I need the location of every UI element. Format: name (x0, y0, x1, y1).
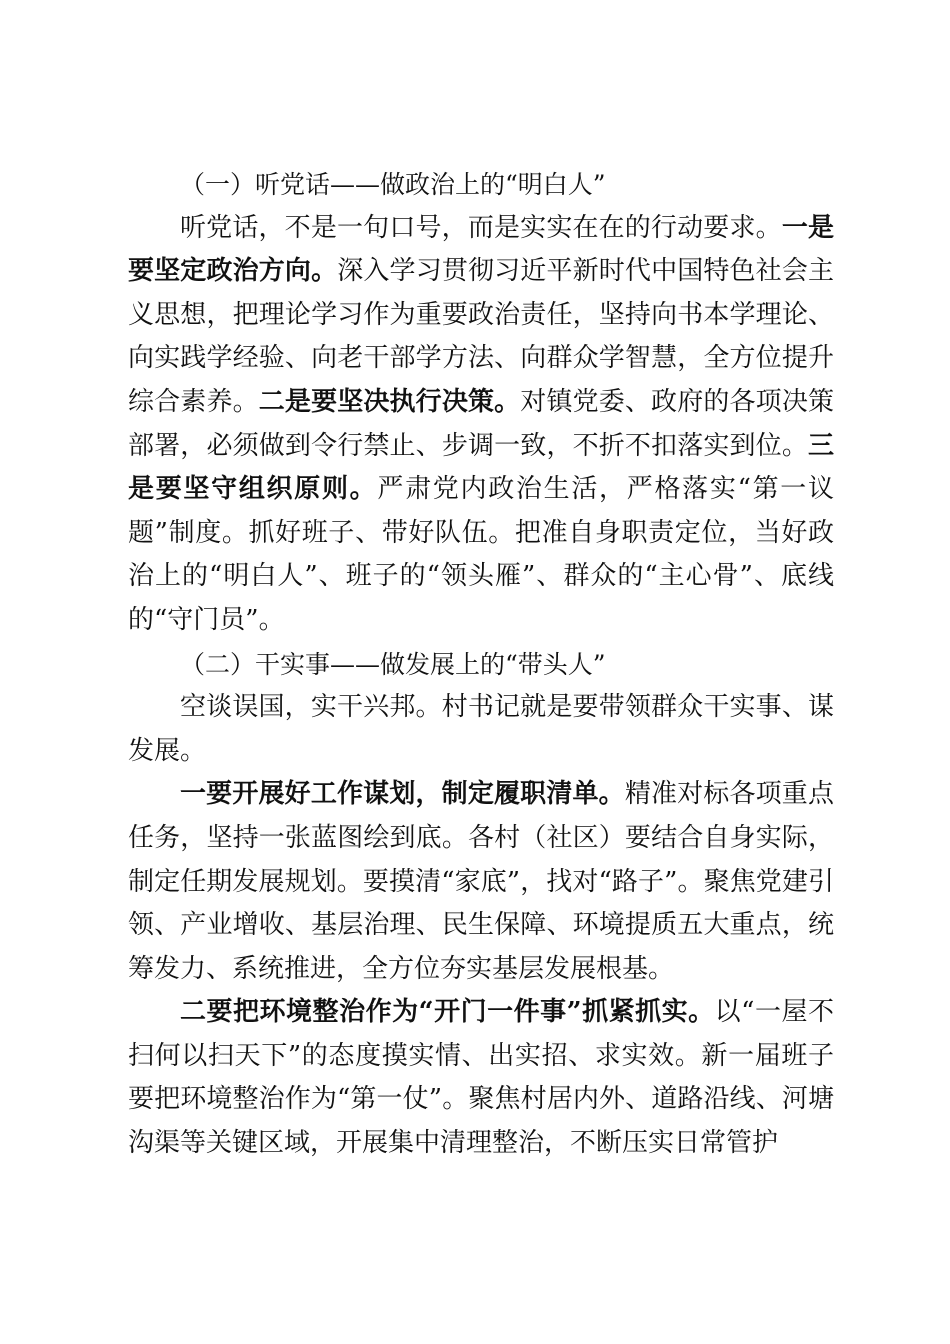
section-1-point-1-title: 一是要坚定政治方向。 (128, 212, 834, 287)
section-2-item-2 (128, 991, 834, 1165)
section-2-heading: （二）干实事——做发展上的“带头人” (180, 649, 606, 679)
section-1-point-2-title: 二是要坚决执行决策。 (258, 386, 521, 417)
section-2-item-1-text: 精准对标各项重点任务，坚持一张蓝图绘到底。各村（社区）要结合自身实际，制定任期发展规划。要摸清“家底”，找对“路子”。聚焦党建引领、产业增收、基层治理、民生保障、环境提质五大重点，统筹发力、系统推进，全方位夯实基层发展根基。 (128, 779, 834, 984)
section-1-point-3-title: 三是要坚守组织原则。 (128, 430, 834, 505)
section-1-heading: （一）听党话——做政治上的“明白人” (180, 170, 606, 199)
section-2-item-1-title: 一要开展好工作谋划，制定履职清单。 (180, 779, 625, 810)
section-1-point-1-text: 深入学习贯彻习近平新时代中国特色社会主义思想，把理论学习作为重要政治责任，坚持向书本学理论、向实践学经验、向老干部学方法、向群众学智慧，全方位提升综合素养。 (128, 256, 834, 417)
section-2-intro: 空谈误国，实干兴邦。村书记就是要带领群众干实事、谋发展。 (128, 692, 834, 766)
section-1-paragraph (128, 207, 834, 643)
section-1-point-2-text: 对镇党委、政府的各项决策部署，必须做到令行禁止、步调一致，不折不扣落实到位。 (128, 386, 834, 461)
section-1-lead: 听党话，不是一句口号，而是实实在在的行动要求。 (180, 212, 782, 243)
document-body (128, 163, 834, 1166)
section-1-point-3-text: 严肃党内政治生活，严格落实“第一议题”制度。抓好班子、带好队伍。把准自身职责定位，当好政治上的“明白人”、班子的“领头雁”、群众的“主心骨”、底线的“守门员”。 (128, 474, 834, 635)
section-2-item-2-title: 二要把环境整治作为“开门一件事”抓紧抓实。 (180, 997, 715, 1028)
section-2-item-1 (128, 773, 834, 991)
section-2-item-2-text: 以“一屋不扫何以扫天下”的态度摸实情、出实招、求实效。新一届班子要把环境整治作为“第一仗”。聚焦村居内外、道路沿线、河塘沟渠等关键区域，开展集中清理整治，不断压实日常管护 (128, 997, 834, 1159)
